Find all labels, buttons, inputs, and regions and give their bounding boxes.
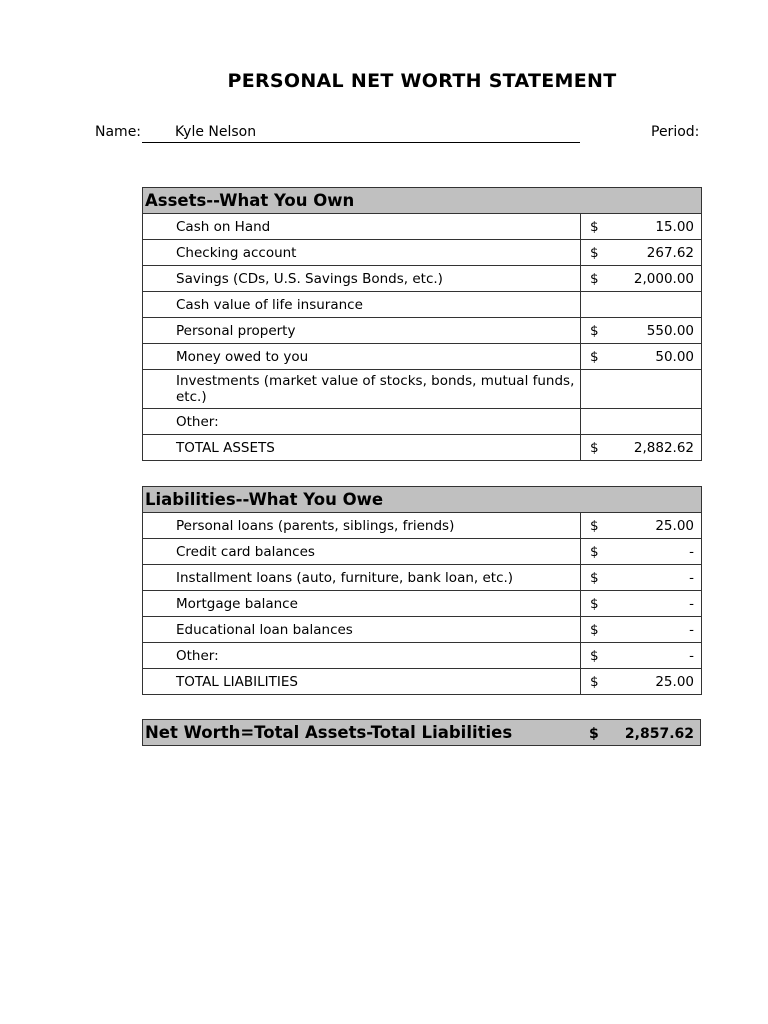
amount-value: - [689,595,694,612]
amount-cell[interactable] [581,669,702,695]
period-label: Period: [651,124,700,140]
currency-symbol: $ [590,439,599,456]
name-label: Name: [95,124,142,140]
amount-value: 2,000.00 [633,270,695,287]
row-label: TOTAL LIABILITIES [143,669,581,695]
liabilities-table [142,486,702,695]
page-title: PERSONAL NET WORTH STATEMENT [227,70,617,92]
table-row [143,240,702,266]
amount-value: 50.00 [655,348,695,365]
currency-symbol: $ [590,543,599,560]
row-label: Installment loans (auto, furniture, bank loan, etc.) [143,565,581,591]
table-row [143,539,702,565]
row-label: TOTAL ASSETS [143,435,581,461]
amount-value: 15.00 [655,218,695,235]
table-row [143,318,702,344]
amount-cell[interactable] [581,266,702,292]
amount-value: 2,882.62 [633,439,695,456]
name-value: Kyle Nelson [175,124,257,140]
total-assets-row [143,435,702,461]
liabilities-heading: Liabilities--What You Owe [143,487,702,513]
table-row [143,409,702,435]
currency-symbol: $ [590,517,599,534]
amount-value: - [689,543,694,560]
amount-cell[interactable] [581,318,702,344]
currency-symbol: $ [589,726,599,742]
row-label: Credit card balances [143,539,581,565]
amount-cell[interactable] [581,292,702,318]
amount-cell[interactable] [581,370,702,409]
amount-value: - [689,647,694,664]
amount-value: - [689,569,694,586]
amount-cell[interactable] [581,435,702,461]
table-row [143,591,702,617]
currency-symbol: $ [590,218,599,235]
table-row [143,565,702,591]
table-row [143,643,702,669]
amount-cell[interactable] [581,565,702,591]
currency-symbol: $ [590,348,599,365]
amount-value: 25.00 [655,673,694,690]
net-worth-label: Net Worth=Total Assets-Total Liabilities [145,723,513,742]
row-label: Checking account [143,240,581,266]
table-row [143,292,702,318]
net-worth-bar [142,719,701,746]
assets-table [142,187,702,461]
currency-symbol: $ [590,595,599,612]
amount-cell[interactable] [581,643,702,669]
table-row [143,370,702,409]
assets-heading: Assets--What You Own [143,188,702,214]
amount-cell[interactable] [581,214,702,240]
amount-cell[interactable] [581,539,702,565]
table-row [143,617,702,643]
currency-symbol: $ [590,244,599,261]
currency-symbol: $ [590,647,599,664]
currency-symbol: $ [590,322,599,339]
net-worth-value[interactable]: 2,857.62 [624,726,694,742]
table-row [143,513,702,539]
row-label: Personal property [143,318,581,344]
row-label: Educational loan balances [143,617,581,643]
row-label: Mortgage balance [143,591,581,617]
currency-symbol: $ [590,673,599,690]
row-label: Cash on Hand [143,214,581,240]
amount-cell[interactable] [581,513,702,539]
amount-value: 25.00 [655,517,694,534]
row-label: Money owed to you [143,344,581,370]
amount-cell[interactable] [581,344,702,370]
amount-value: 550.00 [646,322,695,339]
amount-value: 267.62 [646,244,695,261]
row-label: Other: [143,409,581,435]
table-row [143,266,702,292]
row-label: Cash value of life insurance [143,292,581,318]
total-liabilities-row [143,669,702,695]
amount-cell[interactable] [581,409,702,435]
amount-cell[interactable] [581,591,702,617]
row-label: Savings (CDs, U.S. Savings Bonds, etc.) [143,266,581,292]
name-field[interactable] [142,122,580,143]
amount-cell[interactable] [581,240,702,266]
row-label: Investments (market value of stocks, bonds, mutual funds, etc.) [143,370,581,409]
row-label: Personal loans (parents, siblings, friends) [143,513,581,539]
amount-cell[interactable] [581,617,702,643]
table-row [143,344,702,370]
table-row [143,214,702,240]
currency-symbol: $ [590,569,599,586]
currency-symbol: $ [590,621,599,638]
currency-symbol: $ [590,270,599,287]
amount-value: - [689,621,694,638]
row-label: Other: [143,643,581,669]
